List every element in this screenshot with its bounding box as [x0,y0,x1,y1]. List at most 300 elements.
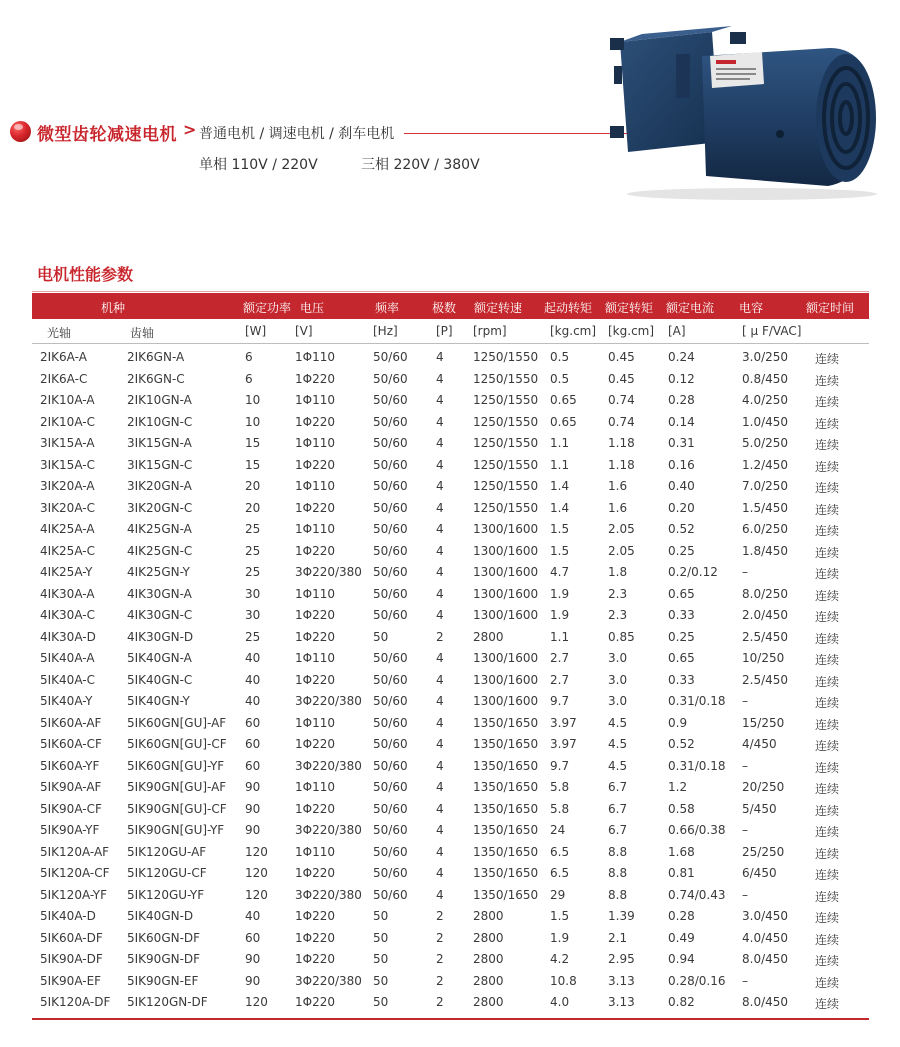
table-cell: 3IK15GN-A [127,436,192,450]
table-cell: 1.4 [550,479,570,493]
table-cell: 0.81 [668,866,695,880]
table-cell: 25 [245,522,261,536]
table-cell: 5IK60A-CF [40,737,102,751]
table-cell: 3IK20GN-C [127,500,193,515]
table-cell: 4.7 [550,565,570,579]
table-cell: 连续 [815,631,840,646]
table-cell: 0.2/0.12 [668,565,718,579]
table-cell: 4.0/250 [742,393,789,407]
gear-motor-image [602,26,884,202]
table-cell: 1Φ220 [295,952,335,966]
table-cell: 3Φ220/380 [295,823,362,837]
subheader-shaft: 光轴 [47,326,72,340]
table-cell: 50/60 [373,780,408,794]
table-cell: 3IK20GN-A [127,479,192,493]
table-cell: 1350/1650 [473,887,539,902]
table-cell: 90 [245,801,261,816]
table-cell: 50/60 [373,694,408,708]
table-cell: 2800 [473,952,504,966]
table-cell: 0.31 [668,436,695,450]
header-current: 额定电流 [666,301,715,315]
table-cell: 4IK30GN-D [127,629,194,644]
table-cell: 2.7 [550,651,570,665]
table-cell: 5.0/250 [742,436,789,450]
table-cell: 0.31/0.18 [668,758,726,773]
table-cell: 0.33 [668,672,695,687]
table-cell: 5IK90A-EF [40,973,102,988]
table-cell: 连续 [815,438,840,452]
table-row [32,584,869,605]
table-cell: 1Φ220 [295,930,335,945]
table-cell: 1250/1550 [473,393,539,407]
table-cell: 50 [373,952,389,966]
table-cell: 4 [436,780,444,794]
table-cell: 1250/1550 [473,457,539,472]
table-cell: 3.0 [608,651,628,665]
table-cell: 4IK25A-Y [40,565,93,579]
table-cell: 0.5 [550,350,570,364]
table-row [32,949,869,970]
subheader-unit: [kg.cm] [550,324,597,338]
table-cell: 1.9 [550,930,570,945]
table-cell: 25 [245,629,261,644]
table-cell: 0.82 [668,995,695,1009]
table-cell: 6.5 [550,866,570,880]
subheader-unit: [kg.cm] [608,324,655,338]
table-cell: 1350/1650 [473,866,539,880]
table-cell: 60 [245,737,261,751]
table-cell: 6.7 [608,801,628,816]
table-cell: 3.0/250 [742,350,789,364]
table-cell: 8.0/450 [742,995,789,1009]
table-cell: 25/250 [742,844,785,859]
table-cell: 3.97 [550,715,577,730]
header-voltage: 电压 [300,301,325,315]
table-cell: 0.14 [668,414,695,429]
table-cell: 8.0/450 [742,952,789,966]
table-cell: 6.5 [550,844,570,859]
table-cell: 2IK10A-C [40,414,95,429]
table-cell: 3Φ220/380 [295,565,362,579]
table-cell: 2800 [473,629,504,644]
header-duty: 额定时间 [806,301,855,315]
table-cell: 0.20 [668,500,695,515]
table-cell: 30 [245,586,261,601]
subheader-unit: [W] [245,324,267,338]
table-cell: 4 [436,887,444,902]
table-cell: 2 [436,909,444,923]
table-cell: 8.8 [608,844,628,859]
table-cell: 4 [436,672,444,687]
table-cell: 1Φ220 [295,866,335,880]
table-cell: – [742,823,748,837]
table-cell: 1.5 [550,543,570,558]
table-cell: 2IK6A-A [40,350,87,364]
table-cell: 0.85 [608,629,635,644]
table-row [32,842,869,863]
table-cell: 3.13 [608,995,635,1009]
table-cell: 6/450 [742,866,777,880]
table-cell: 2 [436,952,444,966]
table-cell: 0.45 [608,371,635,386]
table-cell: 5IK40GN-A [127,651,192,665]
table-row [32,369,869,390]
table-cell: 4.5 [608,737,628,751]
table-row [32,476,869,497]
table-cell: 50/60 [373,522,408,536]
table-cell: 连续 [815,524,840,538]
table-cell: 连续 [815,954,840,968]
table-cell: 5IK60GN[GU]-AF [127,715,227,730]
table-cell: 0.28 [668,909,695,923]
table-cell: 1350/1650 [473,715,539,730]
table-cell: 1.5 [550,909,570,923]
table-cell: 50/60 [373,608,408,622]
table-cell: 4IK25GN-Y [127,565,190,579]
table-cell: 1350/1650 [473,737,539,751]
table-cell: 5IK40GN-D [127,909,194,923]
table-cell: 5/450 [742,801,777,816]
table-cell: 0.66/0.38 [668,823,726,837]
table-cell: 1250/1550 [473,479,539,493]
table-cell: 连续 [815,825,840,839]
table-cell: 1250/1550 [473,436,539,450]
table-cell: 0.65 [550,393,577,407]
table-cell: 25 [245,543,261,558]
table-cell: 4/450 [742,737,777,751]
table-cell: 4 [436,823,444,837]
table-cell: 90 [245,973,261,988]
table-cell: 1350/1650 [473,823,539,837]
table-row [32,885,869,906]
table-row [32,648,869,669]
table-cell: 4 [436,737,444,751]
table-cell: 5IK120GU-AF [127,844,207,859]
table-row [32,691,869,712]
table-cell: 2IK10GN-A [127,393,192,407]
table-cell: 连续 [815,975,840,990]
table-cell: 1250/1550 [473,414,539,429]
table-cell: 1Φ110 [295,844,335,859]
table-cell: 2800 [473,973,504,988]
table-cell: 1.1 [550,629,570,644]
table-cell: 4.5 [608,758,628,773]
table-cell: 1Φ110 [295,715,335,730]
table-cell: 5IK90GN[GU]-CF [127,801,227,816]
table-cell: 0.49 [668,930,695,945]
table-cell: 1350/1650 [473,780,539,794]
table-cell: 2 [436,995,444,1009]
table-cell: 60 [245,930,261,945]
table-cell: 4.0/450 [742,930,789,945]
table-cell: 5IK120A-CF [40,866,110,880]
table-row [32,670,869,691]
table-cell: 1Φ110 [295,350,335,364]
table-row [32,906,869,927]
table-cell: 1.39 [608,909,635,923]
table-cell: 3IK15GN-C [127,457,193,472]
table-row [32,820,869,841]
table-cell: 1Φ220 [295,608,335,622]
table-cell: 3IK20A-C [40,500,95,515]
table-cell: 4.5 [608,715,628,730]
table-cell: 50/60 [373,393,408,407]
table-cell: 2.3 [608,608,628,622]
table-row [32,756,869,777]
subheader-gear-shaft: 齿轴 [130,326,155,340]
table-cell: 4 [436,350,444,364]
table-cell: 4 [436,844,444,859]
table-cell: 1.2/450 [742,457,789,472]
table-cell: 1300/1600 [473,672,539,687]
table-cell: 2.3 [608,586,628,601]
table-cell: 5IK60A-DF [40,930,103,945]
table-cell: 5IK120A-AF [40,844,110,859]
table-cell: 3Φ220/380 [295,694,362,708]
table-cell: 连续 [815,545,840,560]
table-cell: 9.7 [550,694,570,708]
table-cell: 10.8 [550,973,577,988]
table-cell: 0.45 [608,350,635,364]
table-cell: 4 [436,651,444,665]
red-bullet-icon [10,121,31,142]
table-cell: 4 [436,586,444,601]
table-cell: 连续 [815,395,840,409]
table-cell: 5IK90GN-DF [127,952,201,966]
header-rated-torque: 额定转矩 [605,301,654,315]
table-cell: 50/60 [373,758,408,773]
table-cell: 1Φ220 [295,995,335,1009]
table-cell: 50/60 [373,586,408,601]
table-cell: 0.74/0.43 [668,887,726,902]
table-cell: 4 [436,414,444,429]
table-cell: 5IK60GN[GU]-CF [127,737,227,751]
table-cell: 1Φ220 [295,909,335,923]
table-cell: 2.1 [608,930,628,945]
table-cell: 7.0/250 [742,479,789,493]
table-cell: 连续 [815,739,840,753]
table-cell: 2.05 [608,522,635,536]
table-cell: 连续 [815,352,840,366]
table-cell: 25 [245,565,261,579]
table-cell: – [742,758,748,773]
table-cell: 连续 [815,782,840,796]
table-row [32,863,869,884]
table-cell: 30 [245,608,261,622]
table-cell: 1.18 [608,457,635,472]
table-cell: 15/250 [742,715,785,730]
table-cell: 2800 [473,930,504,945]
table-cell: 0.94 [668,952,695,966]
table-cell: 3IK20A-A [40,479,95,493]
table-cell: 5IK40A-Y [40,694,93,708]
table-cell: 4 [436,543,444,558]
table-cell: 1350/1650 [473,758,539,773]
table-cell: 1Φ220 [295,457,335,472]
table-row [32,992,869,1013]
table-cell: 20 [245,479,261,493]
table-cell: 5IK40GN-Y [127,694,190,708]
table-cell: 5.8 [550,801,570,816]
table-cell: 1.5/450 [742,500,789,515]
table-cell: 3.97 [550,737,577,751]
table-cell: 5.8 [550,780,570,794]
table-cell: 120 [245,995,268,1009]
table-cell: 连续 [815,997,840,1011]
table-row [32,605,869,626]
product-title: 微型齿轮减速电机 [37,125,177,145]
table-cell: 1.18 [608,436,635,450]
table-cell: 10 [245,414,261,429]
table-cell: 1350/1650 [473,844,539,859]
table-cell: 8.8 [608,866,628,880]
table-cell: 连续 [815,588,840,603]
table-cell: 4.0 [550,995,570,1009]
table-cell: 0.16 [668,457,695,472]
table-cell: 50/60 [373,823,408,837]
table-cell: 1.6 [608,479,628,493]
table-cell: 连续 [815,653,840,667]
table-cell: 50/60 [373,543,408,558]
table-cell: 50 [373,629,389,644]
table-cell: 1Φ220 [295,371,335,386]
table-cell: 4IK30GN-A [127,586,192,601]
header-start-torque: 起动转矩 [544,301,593,315]
table-cell: 15 [245,436,261,450]
table-cell: 15 [245,457,261,472]
table-cell: 1.68 [668,844,695,859]
table-cell: 1Φ110 [295,586,335,601]
table-cell: 5IK120A-DF [40,995,111,1009]
table-cell: 1.4 [550,500,570,515]
table-cell: 4 [436,758,444,773]
header-capacitor: 电容 [739,301,764,315]
table-cell: 1Φ110 [295,436,335,450]
table-cell: 4IK25GN-C [127,543,193,558]
table-cell: 连续 [815,846,840,861]
table-cell: 连续 [815,459,840,474]
table-cell: 1.9 [550,608,570,622]
header-power: 额定功率 [243,301,292,315]
table-cell: 5IK120GN-DF [127,995,208,1009]
table-cell: 1.0/450 [742,414,789,429]
table-cell: 1.8 [608,565,628,579]
table-row [32,777,869,798]
table-cell: 50/60 [373,371,408,386]
table-cell: 1.1 [550,436,570,450]
table-cell: 0.28 [668,393,695,407]
table-cell: 8.8 [608,887,628,902]
table-cell: 3Φ220/380 [295,758,362,773]
table-cell: 50/60 [373,801,408,816]
table-cell: 4IK25A-C [40,543,95,558]
table-cell: 4 [436,866,444,880]
table-cell: 5IK60A-YF [40,758,100,773]
table-row [32,455,869,476]
header-frequency: 频率 [375,301,400,315]
table-cell: 1Φ220 [295,737,335,751]
table-cell: 5IK90A-CF [40,801,102,816]
table-cell: 1300/1600 [473,651,539,665]
table-cell: – [742,694,748,708]
table-cell: 4IK25GN-A [127,522,192,536]
table-cell: 120 [245,887,268,902]
table-cell: 1300/1600 [473,608,539,622]
subheader-unit: [V] [295,324,313,338]
table-cell: 6.0/250 [742,522,789,536]
table-cell: 50 [373,973,389,988]
table-cell: 5IK40A-D [40,909,96,923]
table-cell: 连续 [815,373,840,388]
table-cell: 0.58 [668,801,695,816]
table-cell: 3.0/450 [742,909,789,923]
table-cell: 连续 [815,674,840,689]
table-cell: 2 [436,930,444,945]
table-cell: 0.65 [668,586,695,601]
table-row [32,928,869,949]
table-cell: 4 [436,500,444,515]
table-cell: 50/60 [373,737,408,751]
table-row [32,498,869,519]
table-cell: 50/60 [373,479,408,493]
table-cell: 2800 [473,909,504,923]
table-cell: 2800 [473,995,504,1009]
table-cell: 4 [436,801,444,816]
table-cell: 1.8/450 [742,543,789,558]
table-cell: 2.05 [608,543,635,558]
table-cell: 1Φ220 [295,801,335,816]
table-header [32,293,869,319]
table-cell: 5IK90GN-EF [127,973,199,988]
table-cell: 5IK40GN-C [127,672,193,687]
table-cell: 0.25 [668,543,695,558]
table-cell: 0.33 [668,608,695,622]
table-cell: 2 [436,629,444,644]
table-cell: 连续 [815,932,840,947]
three-phase-voltage: 三相 220V / 380V [361,157,480,173]
table-cell: 4IK25A-A [40,522,95,536]
table-cell: 50/60 [373,436,408,450]
table-cell: 4IK30A-C [40,608,95,622]
table-cell: 4IK30A-A [40,586,95,601]
table-cell: 6 [245,350,253,364]
subheader-unit: [A] [668,324,686,338]
table-cell: 0.5 [550,371,570,386]
table-cell: 5IK120A-YF [40,887,108,902]
table-row [32,433,869,454]
table-cell: 5IK90GN[GU]-AF [127,780,227,794]
table-cell: 4 [436,694,444,708]
table-cell: 1Φ110 [295,522,335,536]
table-cell: 1250/1550 [473,500,539,515]
table-cell: 0.65 [668,651,695,665]
table-cell: 60 [245,715,261,730]
product-subtitle: 普通电机 / 调速电机 / 刹车电机 [199,126,395,142]
table-cell: 1.2 [668,780,688,794]
table-cell: 1300/1600 [473,543,539,558]
table-cell: 6 [245,371,253,386]
table-cell: 2.5/450 [742,672,789,687]
table-cell: 3Φ220/380 [295,887,362,902]
table-cell: 0.12 [668,371,695,386]
table-cell: 1300/1600 [473,586,539,601]
table-cell: 1300/1600 [473,565,539,579]
subheader-unit: [ μ F/VAC] [742,324,802,338]
subheader-unit: [Hz] [373,324,398,338]
table-cell: 连续 [815,868,840,882]
table-cell: 50/60 [373,500,408,515]
table-cell: 1.1 [550,457,570,472]
